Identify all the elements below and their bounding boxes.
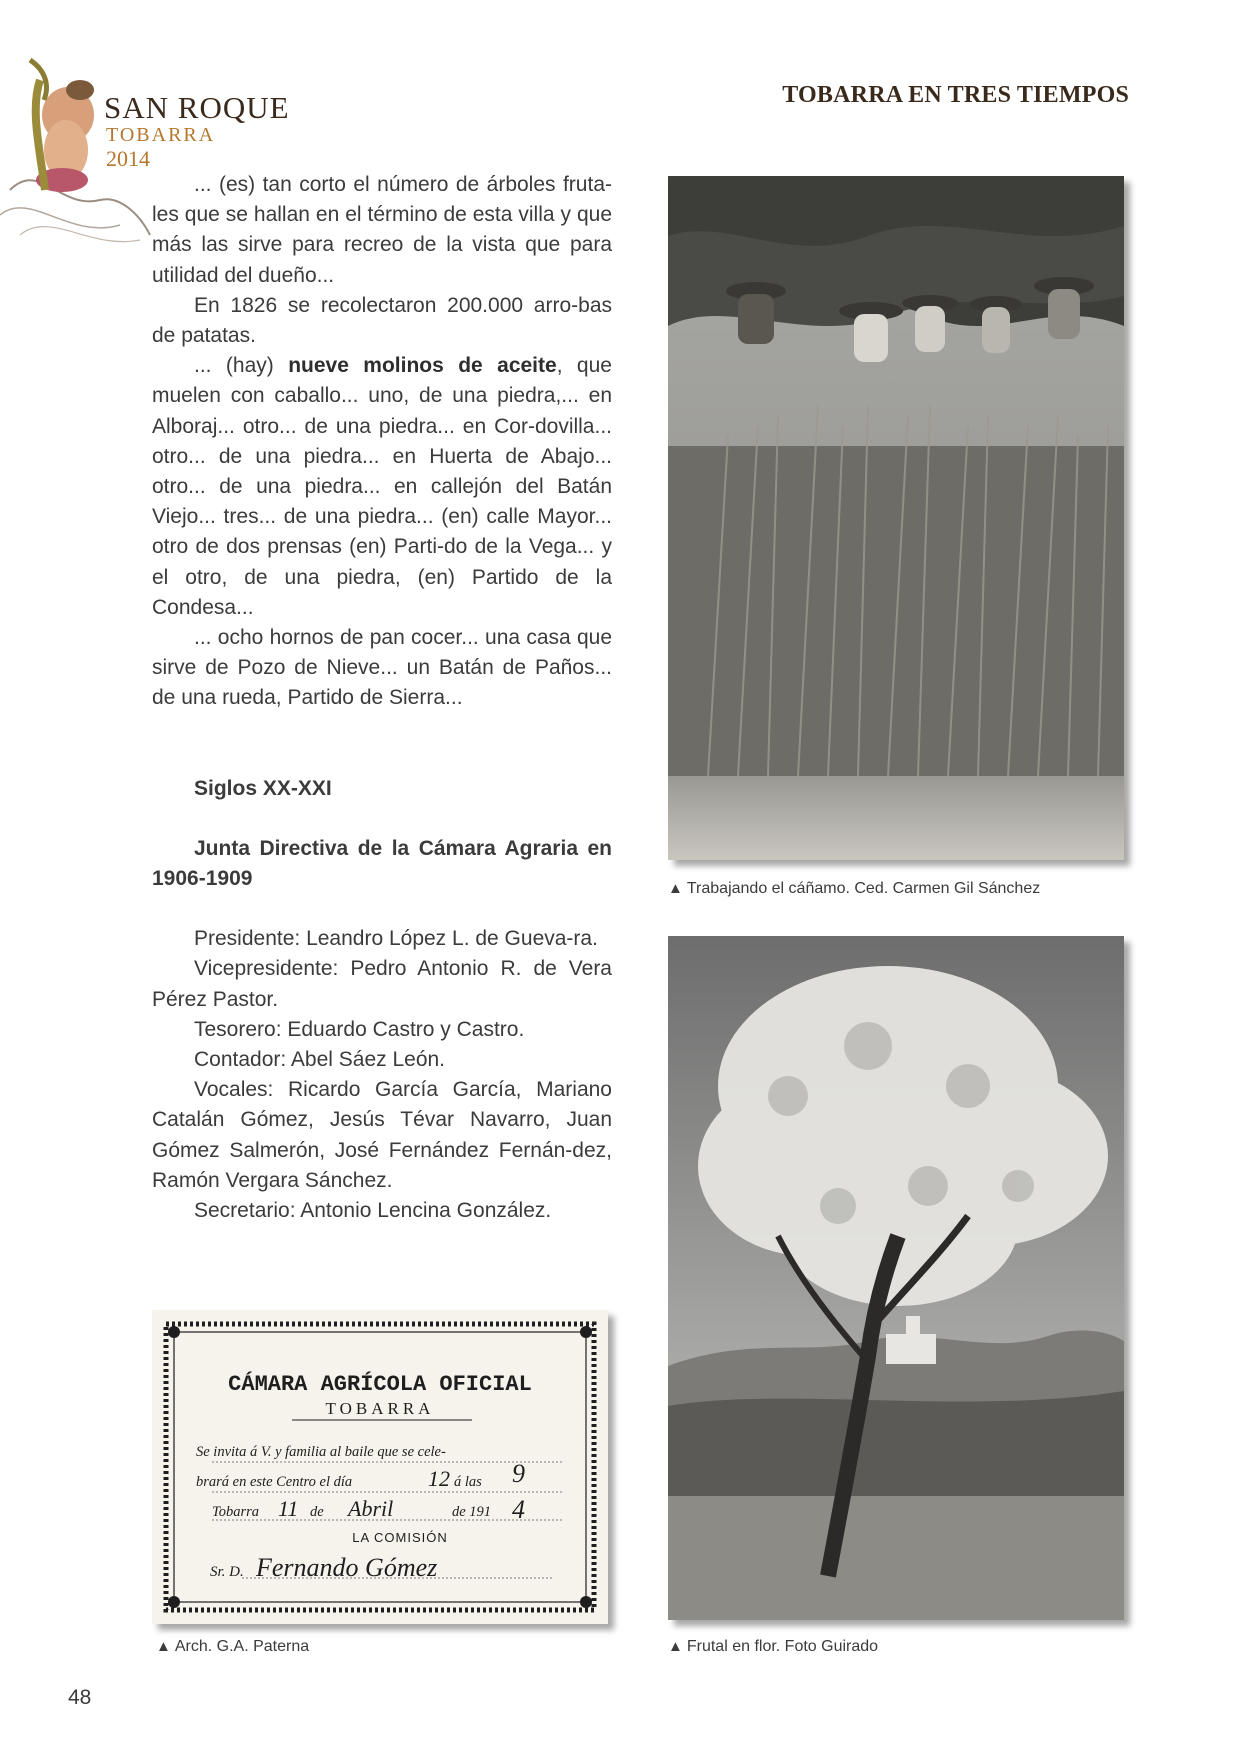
invitation-card-image xyxy=(152,1310,608,1624)
caption-hemp-photo xyxy=(668,880,1040,898)
member-accountant: Contador: Abel Sáez León. xyxy=(194,1048,446,1072)
caption-text: Frutal en flor. Foto Guirado xyxy=(686,1638,879,1655)
caption-card xyxy=(156,1638,309,1656)
card-year-prefix: de 191 xyxy=(452,1504,492,1520)
card-hour: 9 xyxy=(512,1459,525,1488)
brand-title: SAN ROQUE xyxy=(104,90,290,125)
member-president: Presidente: Leandro López L. de Gueva-ra. xyxy=(194,927,598,951)
card-place: Tobarra xyxy=(212,1504,260,1520)
section-title: TOBARRA EN TRES TIEMPOS xyxy=(782,82,1129,108)
heading-centuries: Siglos XX-XXI xyxy=(194,776,332,800)
card-recipient: Fernando Gómez xyxy=(256,1553,438,1582)
member-vicepresident: Vicepresidente: Pedro Antonio R. de Vera Pérez Pastor. xyxy=(152,957,612,1011)
caption-triangle-icon: ▲ xyxy=(156,1638,171,1655)
brand-subtitle: TOBARRA xyxy=(106,124,216,146)
card-sr: Sr. D. xyxy=(210,1564,244,1580)
card-invitation-line1: Se invita á V. y familia al baile que se cele- xyxy=(196,1444,446,1460)
card-invitation-line2: brará en este Centro el día xyxy=(196,1474,353,1490)
member-members: Vocales: Ricardo García García, Mariano Catalán Gómez, Jesús Tévar Navarro, Juan Gómez Salmerón, José Fernández Fernán-dez, Ramón Vergara Sánchez. xyxy=(152,1078,612,1192)
card-year-digit: 4 xyxy=(512,1495,525,1524)
caption-triangle-icon: ▲ xyxy=(668,1638,683,1655)
card-date-day: 11 xyxy=(278,1496,299,1521)
caption-tree-photo xyxy=(668,1638,878,1656)
caption-text: Arch. G.A. Paterna xyxy=(174,1638,310,1655)
card-month: Abril xyxy=(348,1496,394,1521)
card-town: TOBARRA xyxy=(325,1399,435,1418)
oil-mills-detail: , que muelen con caballo... uno, de una piedra,... en Alboraj... otro... de una piedra... en Cor-dovilla... otro... de una piedra... en Huerta de Abajo... otro... de una piedra... en callejón del Batán Viejo... tres... de una piedra... (en) calle Mayor... otro de dos prensas (en) Parti-do de la Vega... y el otro, de una piedra, (en) Partido de la Condesa... xyxy=(152,354,612,619)
member-secretary: Secretario: Antonio Lencina González. xyxy=(194,1199,552,1223)
brand-year: 2014 xyxy=(106,146,150,171)
caption-triangle-icon: ▲ xyxy=(668,880,683,897)
card-day: 12 xyxy=(428,1466,450,1491)
paragraph-fruit-trees: ... (es) tan corto el número de árboles fruta-les que se hallan en el término de esta villa y que más las sirve para recreo de la vista que para utilidad del dueño... xyxy=(152,173,612,287)
member-treasurer: Tesorero: Eduardo Castro y Castro. xyxy=(194,1017,525,1041)
page-number: 48 xyxy=(68,1686,92,1709)
heading-board: Junta Directiva de la Cámara Agraria en 1906-1909 xyxy=(152,836,612,891)
paragraph-ovens: ... ocho hornos de pan cocer... una casa que sirve de Pozo de Nieve... un Batán de Paños... de una rueda, Partido de Sierra... xyxy=(152,626,612,710)
card-at: á las xyxy=(454,1474,482,1490)
card-commission: LA COMISIÓN xyxy=(352,1530,448,1545)
paragraph-oil-mills xyxy=(152,351,612,623)
oil-mills-intro: ... (hay) xyxy=(194,354,289,378)
fruit-tree-photo xyxy=(668,936,1124,1620)
oil-mills-highlight: nueve molinos de aceite xyxy=(288,354,557,378)
hemp-harvest-photo xyxy=(668,176,1124,860)
card-de: de xyxy=(310,1504,324,1520)
card-title: CÁMARA AGRÍCOLA OFICIAL xyxy=(228,1372,532,1397)
article-text xyxy=(152,170,612,1226)
paragraph-potatoes: En 1826 se recolectaron 200.000 arro-bas de patatas. xyxy=(152,293,612,348)
caption-text: Trabajando el cáñamo. Ced. Carmen Gil Sánchez xyxy=(686,880,1041,897)
